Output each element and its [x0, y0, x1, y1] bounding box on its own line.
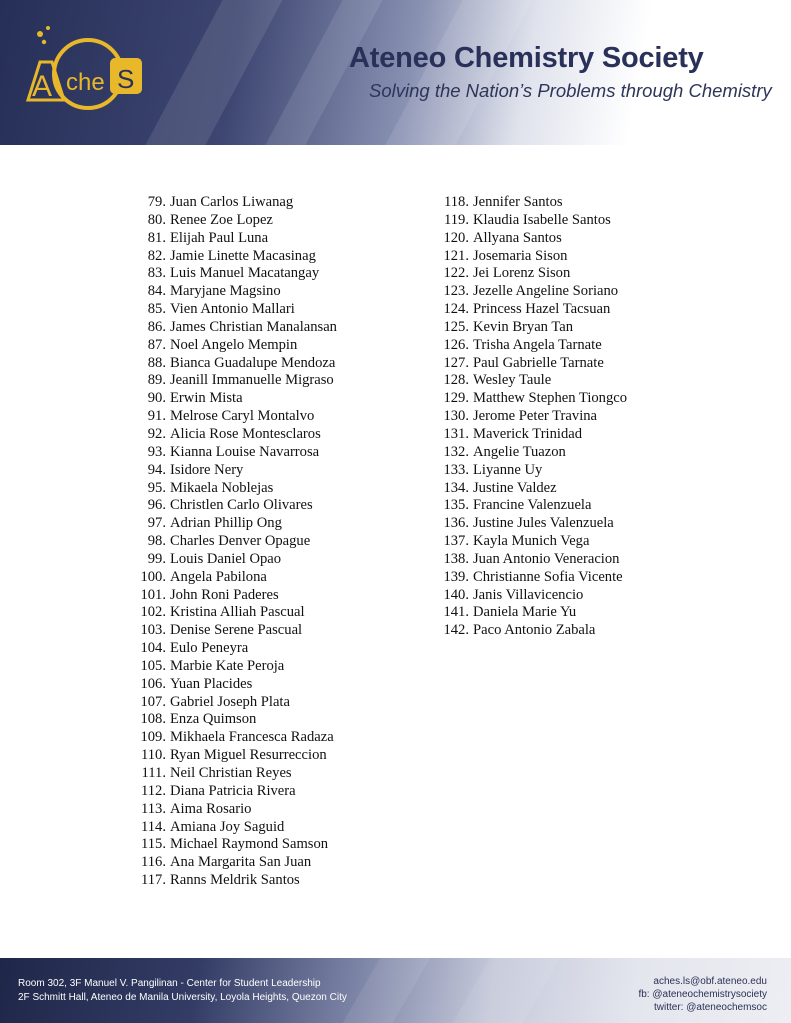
list-item	[135, 533, 337, 551]
member-name: Melrose Caryl Montalvo	[170, 408, 315, 425]
item-number: 130.	[443, 408, 469, 425]
item-number: 112.	[141, 782, 166, 799]
list-item	[438, 533, 627, 551]
member-name: Trisha Angela Tarnate	[473, 336, 602, 353]
member-name: Kevin Bryan Tan	[473, 318, 574, 335]
list-item	[438, 515, 627, 533]
member-name: Aima Rosario	[170, 800, 252, 817]
list-item	[135, 587, 337, 605]
member-name: Vien Antonio Mallari	[170, 301, 295, 318]
item-number: 127.	[443, 354, 469, 371]
member-name: Wesley Taule	[473, 372, 552, 389]
list-item	[438, 319, 627, 337]
list-item	[135, 622, 337, 640]
item-number: 102.	[140, 604, 166, 621]
svg-text:A: A	[32, 70, 53, 103]
item-number: 91.	[147, 408, 166, 425]
member-name: Jamie Linette Macasinag	[170, 247, 316, 264]
list-item	[135, 676, 337, 694]
list-item	[135, 747, 337, 765]
member-name: Paco Antonio Zabala	[473, 622, 596, 639]
item-number: 116.	[141, 854, 166, 871]
member-name: James Christian Manalansan	[170, 318, 337, 335]
item-number: 115.	[141, 836, 166, 853]
item-number: 93.	[147, 443, 166, 460]
member-name: Diana Patricia Rivera	[170, 782, 296, 799]
item-number: 79.	[147, 194, 166, 210]
member-name: Kianna Louise Navarrosa	[170, 443, 320, 460]
list-item	[135, 765, 337, 783]
address-line-1: Room 302, 3F Manuel V. Pangilinan - Center for Student Leadership	[18, 978, 321, 989]
member-name: Josemaria Sison	[473, 247, 568, 264]
item-number: 101.	[140, 586, 166, 603]
item-number: 90.	[147, 390, 166, 407]
list-item	[438, 301, 627, 319]
member-list-left	[135, 194, 337, 890]
item-number: 135.	[443, 497, 469, 514]
member-name: Enza Quimson	[170, 711, 257, 728]
list-item	[135, 212, 337, 230]
member-name: Liyanne Uy	[473, 461, 543, 478]
list-item	[135, 194, 337, 212]
member-name: Princess Hazel Tacsuan	[473, 301, 611, 318]
member-name: Kayla Munich Vega	[473, 533, 590, 550]
list-item	[135, 551, 337, 569]
item-number: 86.	[147, 318, 166, 335]
item-number: 97.	[147, 515, 166, 532]
member-name: Justine Jules Valenzuela	[473, 515, 614, 532]
list-item	[438, 551, 627, 569]
member-name: Michael Raymond Samson	[170, 836, 329, 853]
member-name: Neil Christian Reyes	[170, 765, 292, 781]
item-number: 87.	[147, 336, 166, 353]
member-name: Juan Carlos Liwanag	[170, 194, 294, 210]
member-name: Ana Margarita San Juan	[170, 854, 312, 871]
item-number: 108.	[140, 711, 166, 728]
member-name: Mikaela Noblejas	[170, 479, 274, 496]
item-number: 98.	[147, 533, 166, 550]
list-item	[438, 480, 627, 498]
list-item	[438, 604, 627, 622]
item-number: 139.	[443, 568, 469, 585]
list-item	[438, 248, 627, 266]
item-number: 121.	[443, 247, 469, 264]
item-number: 111.	[141, 765, 166, 781]
list-item	[135, 426, 337, 444]
list-item	[135, 301, 337, 319]
member-name: Matthew Stephen Tiongco	[473, 390, 628, 407]
list-item	[135, 355, 337, 373]
member-name: Elijah Paul Luna	[170, 229, 269, 246]
list-item	[438, 390, 627, 408]
member-name: Jei Lorenz Sison	[473, 265, 571, 282]
list-item	[438, 444, 627, 462]
member-name: Mikhaela Francesca Radaza	[170, 729, 334, 746]
list-item	[135, 319, 337, 337]
item-number: 122.	[443, 265, 469, 282]
item-number: 109.	[140, 729, 166, 746]
member-name: Kristina Alliah Pascual	[170, 604, 305, 621]
member-name: Ryan Miguel Resurreccion	[170, 747, 327, 764]
tagline: Solving the Nation’s Problems through Chemistry	[369, 80, 772, 101]
member-name: Alicia Rose Montesclaros	[170, 425, 321, 442]
member-name: Daniela Marie Yu	[473, 604, 577, 621]
member-name: Janis Villavicencio	[473, 586, 584, 603]
list-item	[135, 694, 337, 712]
member-name: Denise Serene Pascual	[170, 622, 303, 639]
member-name: Yuan Placides	[170, 675, 253, 692]
list-item	[135, 854, 337, 872]
item-number: 131.	[443, 425, 469, 442]
member-name: John Roni Paderes	[170, 586, 279, 603]
contact-twitter: twitter: @ateneochemsoc	[654, 1002, 767, 1013]
list-item	[135, 711, 337, 729]
member-name: Luis Manuel Macatangay	[170, 265, 320, 282]
member-name: Justine Valdez	[473, 479, 557, 496]
list-item	[135, 480, 337, 498]
item-number: 136.	[443, 515, 469, 532]
item-number: 100.	[140, 568, 166, 585]
item-number: 134.	[443, 479, 469, 496]
member-name: Allyana Santos	[473, 229, 562, 246]
item-number: 80.	[147, 211, 166, 228]
contact-facebook: fb: @ateneochemistrysociety	[638, 989, 767, 1000]
item-number: 82.	[147, 247, 166, 264]
item-number: 118.	[444, 194, 469, 210]
svg-text:S: S	[117, 64, 135, 94]
letterhead-footer	[0, 958, 791, 1023]
item-number: 120.	[443, 229, 469, 246]
member-name: Angela Pabilona	[170, 568, 267, 585]
item-number: 106.	[140, 675, 166, 692]
item-number: 85.	[147, 301, 166, 318]
member-name: Paul Gabrielle Tarnate	[473, 354, 604, 371]
list-item	[135, 872, 337, 890]
list-item	[135, 390, 337, 408]
list-item	[135, 408, 337, 426]
list-item	[438, 337, 627, 355]
list-item	[438, 622, 627, 640]
item-number: 123.	[443, 283, 469, 300]
item-number: 95.	[147, 479, 166, 496]
list-item	[438, 569, 627, 587]
list-item	[135, 783, 337, 801]
item-number: 140.	[443, 586, 469, 603]
list-item	[135, 283, 337, 301]
member-name: Amiana Joy Saguid	[170, 818, 285, 835]
item-number: 92.	[147, 425, 166, 442]
member-name: Bianca Guadalupe Mendoza	[170, 354, 336, 371]
list-item	[438, 497, 627, 515]
list-item	[135, 658, 337, 676]
list-item	[135, 444, 337, 462]
list-item	[438, 426, 627, 444]
member-name: Angelie Tuazon	[473, 443, 566, 460]
org-name: Ateneo Chemistry Society	[349, 42, 704, 74]
item-number: 110.	[141, 747, 166, 764]
member-name: Ranns Meldrik Santos	[170, 872, 300, 889]
member-name: Jerome Peter Travina	[473, 408, 598, 425]
member-name: Francine Valenzuela	[473, 497, 592, 514]
list-item	[135, 265, 337, 283]
list-item	[135, 515, 337, 533]
item-number: 142.	[443, 622, 469, 639]
item-number: 133.	[443, 461, 469, 478]
member-name: Christlen Carlo Olivares	[170, 497, 313, 514]
member-list-right	[438, 194, 627, 640]
item-number: 81.	[147, 229, 166, 246]
item-number: 138.	[443, 550, 469, 567]
item-number: 99.	[147, 550, 166, 567]
list-item	[438, 212, 627, 230]
item-number: 114.	[141, 818, 166, 835]
item-number: 119.	[444, 211, 469, 228]
item-number: 88.	[147, 354, 166, 371]
address-line-2: 2F Schmitt Hall, Ateneo de Manila University, Loyola Heights, Quezon City	[18, 992, 347, 1003]
list-item	[135, 801, 337, 819]
member-name: Maverick Trinidad	[473, 425, 583, 442]
member-name: Juan Antonio Veneracion	[473, 550, 620, 567]
list-item	[438, 230, 627, 248]
list-item	[135, 372, 337, 390]
member-name: Klaudia Isabelle Santos	[473, 211, 611, 228]
list-item	[438, 194, 627, 212]
item-number: 83.	[147, 265, 166, 282]
list-item	[438, 265, 627, 283]
member-name: Jeanill Immanuelle Migraso	[170, 372, 334, 389]
item-number: 126.	[443, 336, 469, 353]
list-item	[135, 569, 337, 587]
list-item	[438, 587, 627, 605]
member-name: Adrian Phillip Ong	[170, 515, 282, 532]
list-item	[135, 337, 337, 355]
member-name: Eulo Peneyra	[170, 640, 249, 657]
member-name: Isidore Nery	[170, 461, 244, 478]
aches-logo	[18, 22, 148, 122]
member-name: Renee Zoe Lopez	[170, 211, 273, 228]
list-item	[135, 604, 337, 622]
member-name: Gabriel Joseph Plata	[170, 693, 290, 710]
member-name: Erwin Mista	[170, 390, 243, 407]
item-number: 89.	[147, 372, 166, 389]
list-item	[135, 230, 337, 248]
member-name: Jennifer Santos	[473, 194, 563, 210]
list-item	[438, 408, 627, 426]
list-item	[135, 462, 337, 480]
list-item	[438, 462, 627, 480]
item-number: 104.	[140, 640, 166, 657]
item-number: 137.	[443, 533, 469, 550]
list-item	[438, 355, 627, 373]
member-name: Marbie Kate Peroja	[170, 657, 285, 674]
member-name: Charles Denver Opague	[170, 533, 311, 550]
item-number: 103.	[140, 622, 166, 639]
item-number: 113.	[141, 800, 166, 817]
list-item	[135, 640, 337, 658]
member-name: Jezelle Angeline Soriano	[473, 283, 619, 300]
item-number: 84.	[147, 283, 166, 300]
item-number: 96.	[147, 497, 166, 514]
svg-text:che: che	[66, 69, 105, 96]
item-number: 94.	[147, 461, 166, 478]
letterhead-header	[0, 0, 791, 145]
list-item	[135, 497, 337, 515]
item-number: 117.	[141, 872, 166, 889]
member-name: Noel Angelo Mempin	[170, 336, 298, 353]
item-number: 132.	[443, 443, 469, 460]
item-number: 128.	[443, 372, 469, 389]
list-item	[135, 819, 337, 837]
list-item	[135, 729, 337, 747]
list-item	[438, 283, 627, 301]
item-number: 141.	[443, 604, 469, 621]
item-number: 129.	[443, 390, 469, 407]
member-name: Maryjane Magsino	[170, 283, 281, 300]
member-name: Louis Daniel Opao	[170, 550, 282, 567]
item-number: 107.	[140, 693, 166, 710]
item-number: 125.	[443, 318, 469, 335]
item-number: 124.	[443, 301, 469, 318]
list-item	[135, 836, 337, 854]
list-item	[438, 372, 627, 390]
member-name: Christianne Sofia Vicente	[473, 568, 623, 585]
item-number: 105.	[140, 657, 166, 674]
contact-email: aches.ls@obf.ateneo.edu	[653, 976, 767, 987]
list-item	[135, 248, 337, 266]
